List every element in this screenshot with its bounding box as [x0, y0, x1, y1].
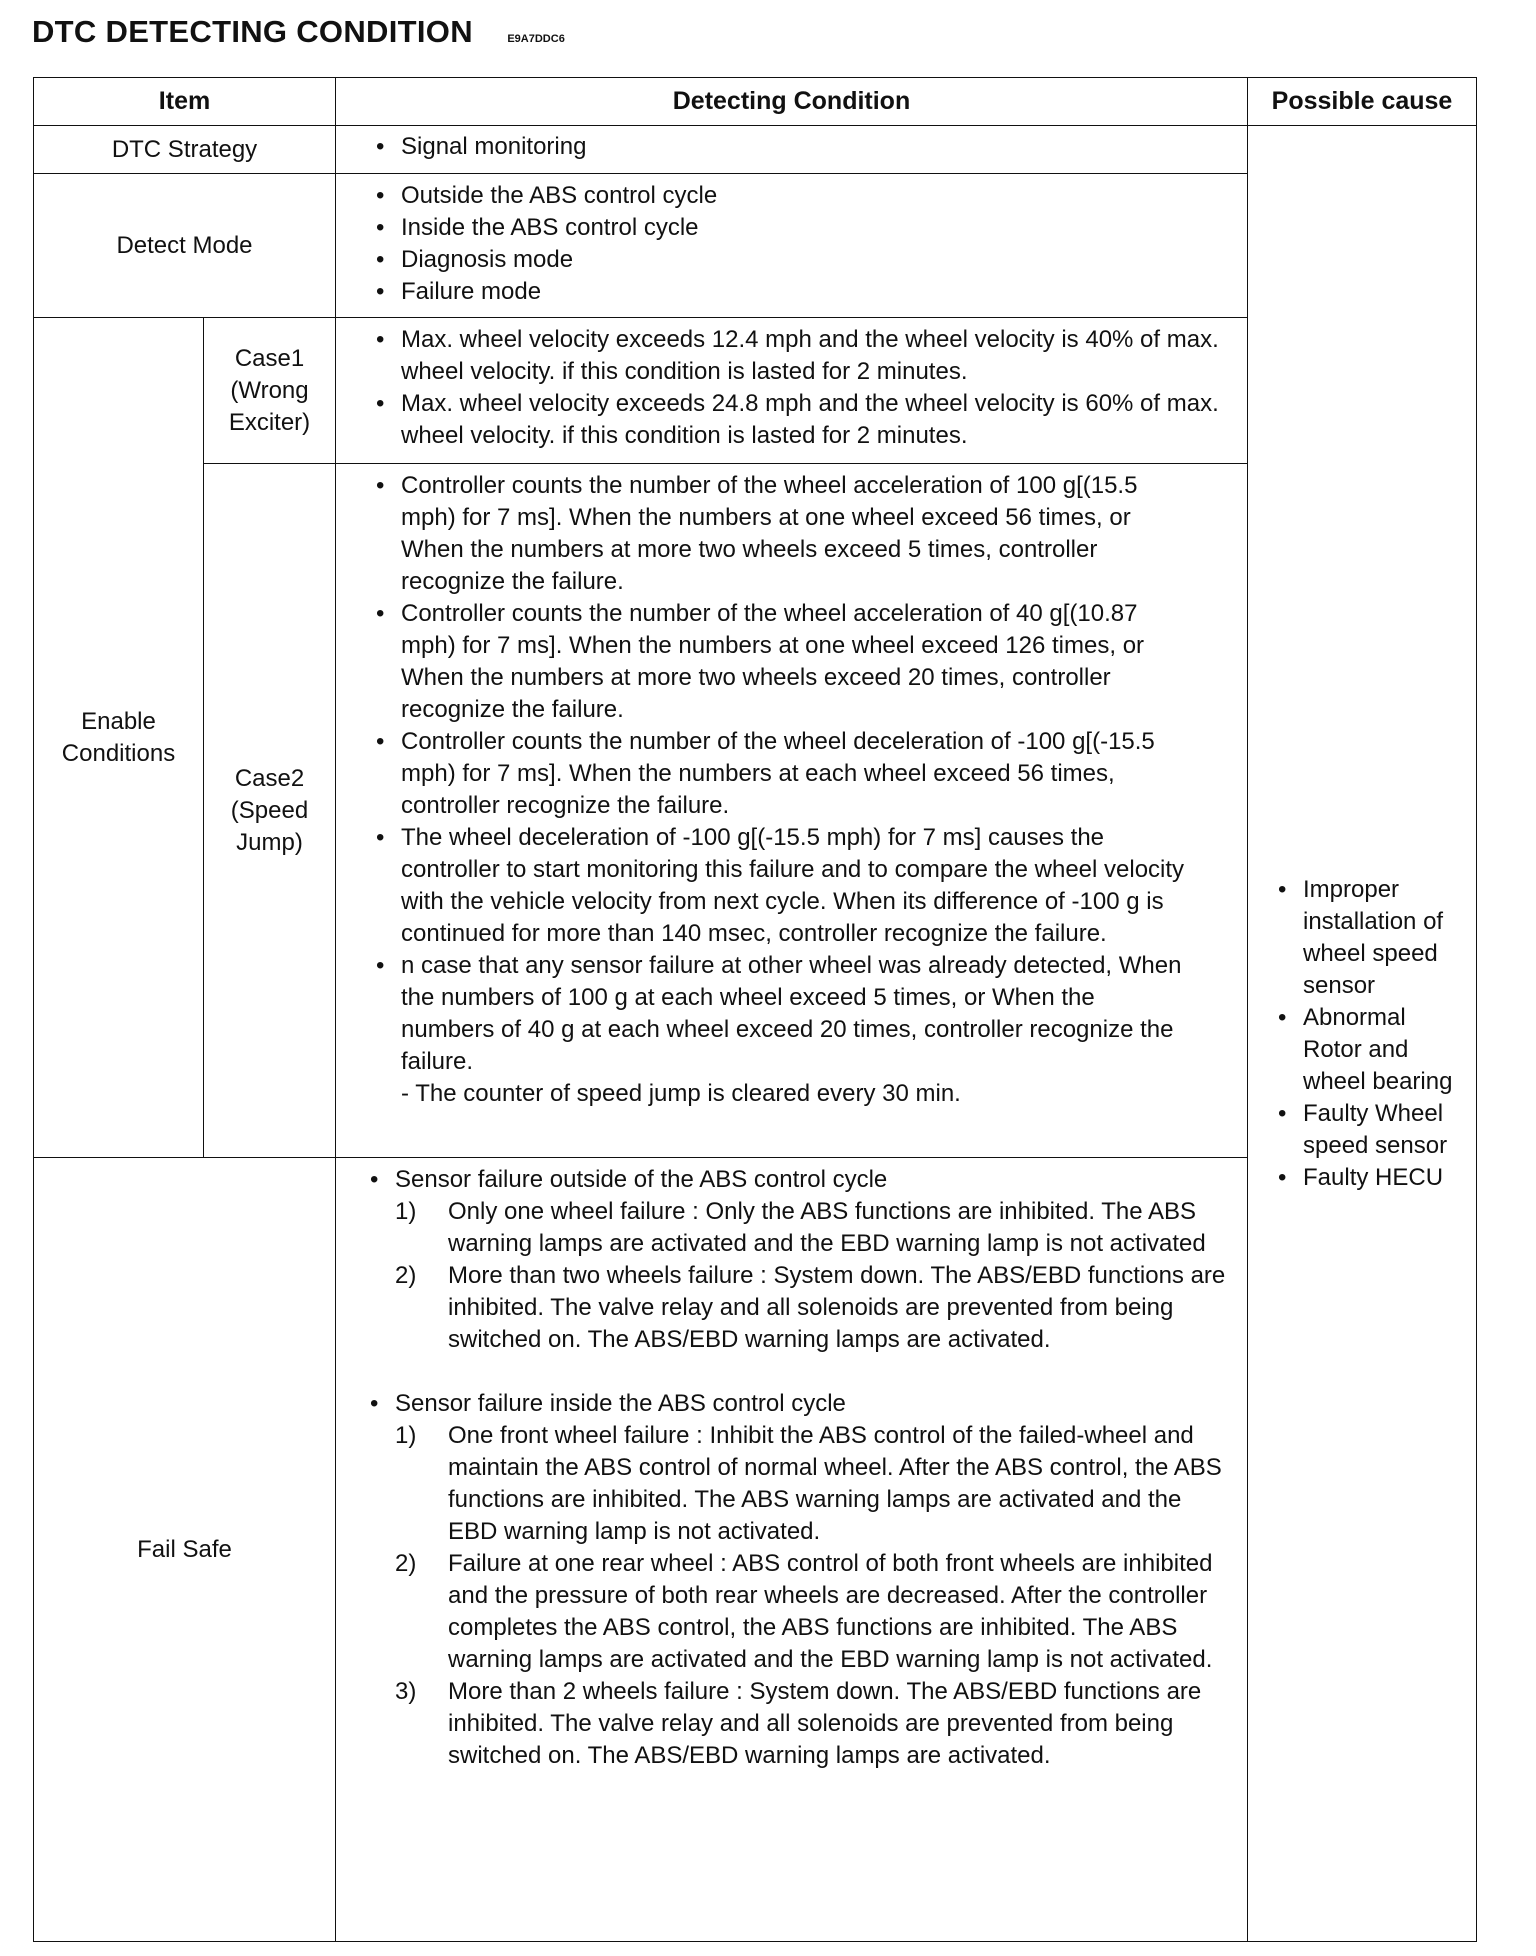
possible-cause-item: • Abnormal Rotor and wheel bearing [1278, 1002, 1460, 1098]
fail-safe-heading-inside: • Sensor failure inside the ABS control cycle [370, 1388, 1237, 1420]
list-item [395, 1676, 1237, 1772]
list-item: • Outside the ABS control cycle [376, 180, 1237, 212]
label-fail-safe: Fail Safe [34, 1158, 336, 1942]
list-item: • Controller counts the number of the wheel acceleration of 40 g[(10.87 mph) for 7 ms]. When the numbers at one wheel exceed 126 times, or When the numbers at more two wheels exceed 20 times, controller recognize the failure. [376, 598, 1187, 726]
label-line: Enable [81, 707, 156, 735]
label-case2 [204, 464, 336, 1158]
label-line: Case2 [234, 764, 305, 792]
list-item [395, 1196, 1237, 1260]
possible-cause-cell [1248, 126, 1477, 1942]
item-number: 2) [395, 1550, 417, 1577]
possible-cause-item: • Faulty HECU [1278, 1162, 1460, 1194]
header-item: Item [34, 78, 336, 126]
document-code: E9A7DDC6 [507, 33, 565, 45]
item-number: 1) [395, 1198, 417, 1225]
label-line: (Speed [230, 796, 309, 824]
header-possible-cause: Possible cause [1248, 78, 1477, 126]
label-detect-mode: Detect Mode [34, 174, 336, 318]
label-line: (Wrong [230, 376, 309, 404]
item-number: 2) [395, 1262, 417, 1289]
fail-safe-heading-outside: • Sensor failure outside of the ABS control cycle [370, 1164, 1237, 1196]
item-text: Failure at one rear wheel : ABS control of both front wheels are inhibited and the pressure of both rear wheels are decreased. After the controller completes the ABS control, the ABS functions are inhibited. The ABS warning lamps are activated and the EBD warning lamp is not activated. [448, 1550, 1213, 1673]
page-title-text: DTC DETECTING CONDITION [32, 14, 473, 49]
label-line: Case1 [234, 344, 305, 372]
item-text: Only one wheel failure : Only the ABS functions are inhibited. The ABS warning lamps are activated and the EBD warning lamp is not activated [448, 1198, 1206, 1257]
possible-cause-item: • Improper installation of wheel speed sensor [1278, 874, 1460, 1002]
label-line: Exciter) [228, 408, 311, 436]
label-enable-conditions [34, 318, 204, 1158]
list-item [395, 1260, 1237, 1356]
list-item: • Max. wheel velocity exceeds 24.8 mph and the wheel velocity is 60% of max. wheel velocity. if this condition is lasted for 2 minutes. [376, 388, 1237, 452]
spacer [370, 1356, 1237, 1388]
speed-jump-note: - The counter of speed jump is cleared every 30 min. [401, 1080, 961, 1107]
case1-conditions [336, 318, 1248, 464]
page-title [32, 14, 565, 54]
possible-cause-item: • Faulty Wheel speed sensor [1278, 1098, 1460, 1162]
item-number: 1) [395, 1422, 417, 1449]
list-item: • Controller counts the number of the wheel deceleration of -100 g[(-15.5 mph) for 7 ms]. When the numbers at each wheel exceed 56 times, controller recognize the failure. [376, 726, 1187, 822]
list-item: • Failure mode [376, 276, 1237, 308]
list-item: • The wheel deceleration of -100 g[(-15.5 mph) for 7 ms] causes the controller to start monitoring this failure and to compare the wheel velocity with the vehicle velocity from next cycle. When its difference of -100 g is continued for more than 140 msec, controller recognize the failure. [376, 822, 1187, 950]
header-detecting-condition: Detecting Condition [336, 78, 1248, 126]
fail-safe-conditions [336, 1158, 1248, 1942]
list-item: • Max. wheel velocity exceeds 12.4 mph and the wheel velocity is 40% of max. wheel velocity. if this condition is lasted for 2 minutes. [376, 324, 1237, 388]
label-dtc-strategy: DTC Strategy [34, 126, 336, 174]
item-text: More than two wheels failure : System down. The ABS/EBD functions are inhibited. The valve relay and all solenoids are prevented from being switched on. The ABS/EBD warning lamps are activated. [448, 1262, 1226, 1353]
label-line: Conditions [61, 739, 176, 767]
row-dtc-strategy [34, 126, 1477, 174]
dtc-condition-table [33, 77, 1477, 1942]
dtc-strategy-conditions [336, 126, 1248, 174]
list-item: • Diagnosis mode [376, 244, 1237, 276]
list-item: • Signal monitoring [376, 131, 1237, 163]
list-item [395, 1548, 1237, 1676]
item-text: One front wheel failure : Inhibit the ABS control of the failed-wheel and maintain the ABS control of normal wheel. After the ABS control, the ABS functions are inhibited. The ABS warning lamps are activated and the EBD warning lamp is not activated. [448, 1422, 1222, 1545]
list-item: • n case that any sensor failure at other wheel was already detected, When the numbers of 100 g at each wheel exceed 5 times, or When the numbers of 40 g at each wheel exceed 20 times, controller recognize the failure. [376, 950, 1187, 1078]
item-number: 3) [395, 1678, 417, 1705]
table-header-row [34, 78, 1477, 126]
item-text: More than 2 wheels failure : System down. The ABS/EBD functions are inhibited. The valve relay and all solenoids are prevented from being switched on. The ABS/EBD warning lamps are activated. [448, 1678, 1202, 1769]
list-item: • Inside the ABS control cycle [376, 212, 1237, 244]
list-item [395, 1420, 1237, 1548]
detect-mode-conditions [336, 174, 1248, 318]
case2-conditions [336, 464, 1248, 1158]
label-case1 [204, 318, 336, 464]
label-line: Jump) [236, 828, 303, 856]
list-item: • Controller counts the number of the wheel acceleration of 100 g[(15.5 mph) for 7 ms]. When the numbers at one wheel exceed 56 times, or When the numbers at more two wheels exceed 5 times, controller recognize the failure. [376, 470, 1187, 598]
